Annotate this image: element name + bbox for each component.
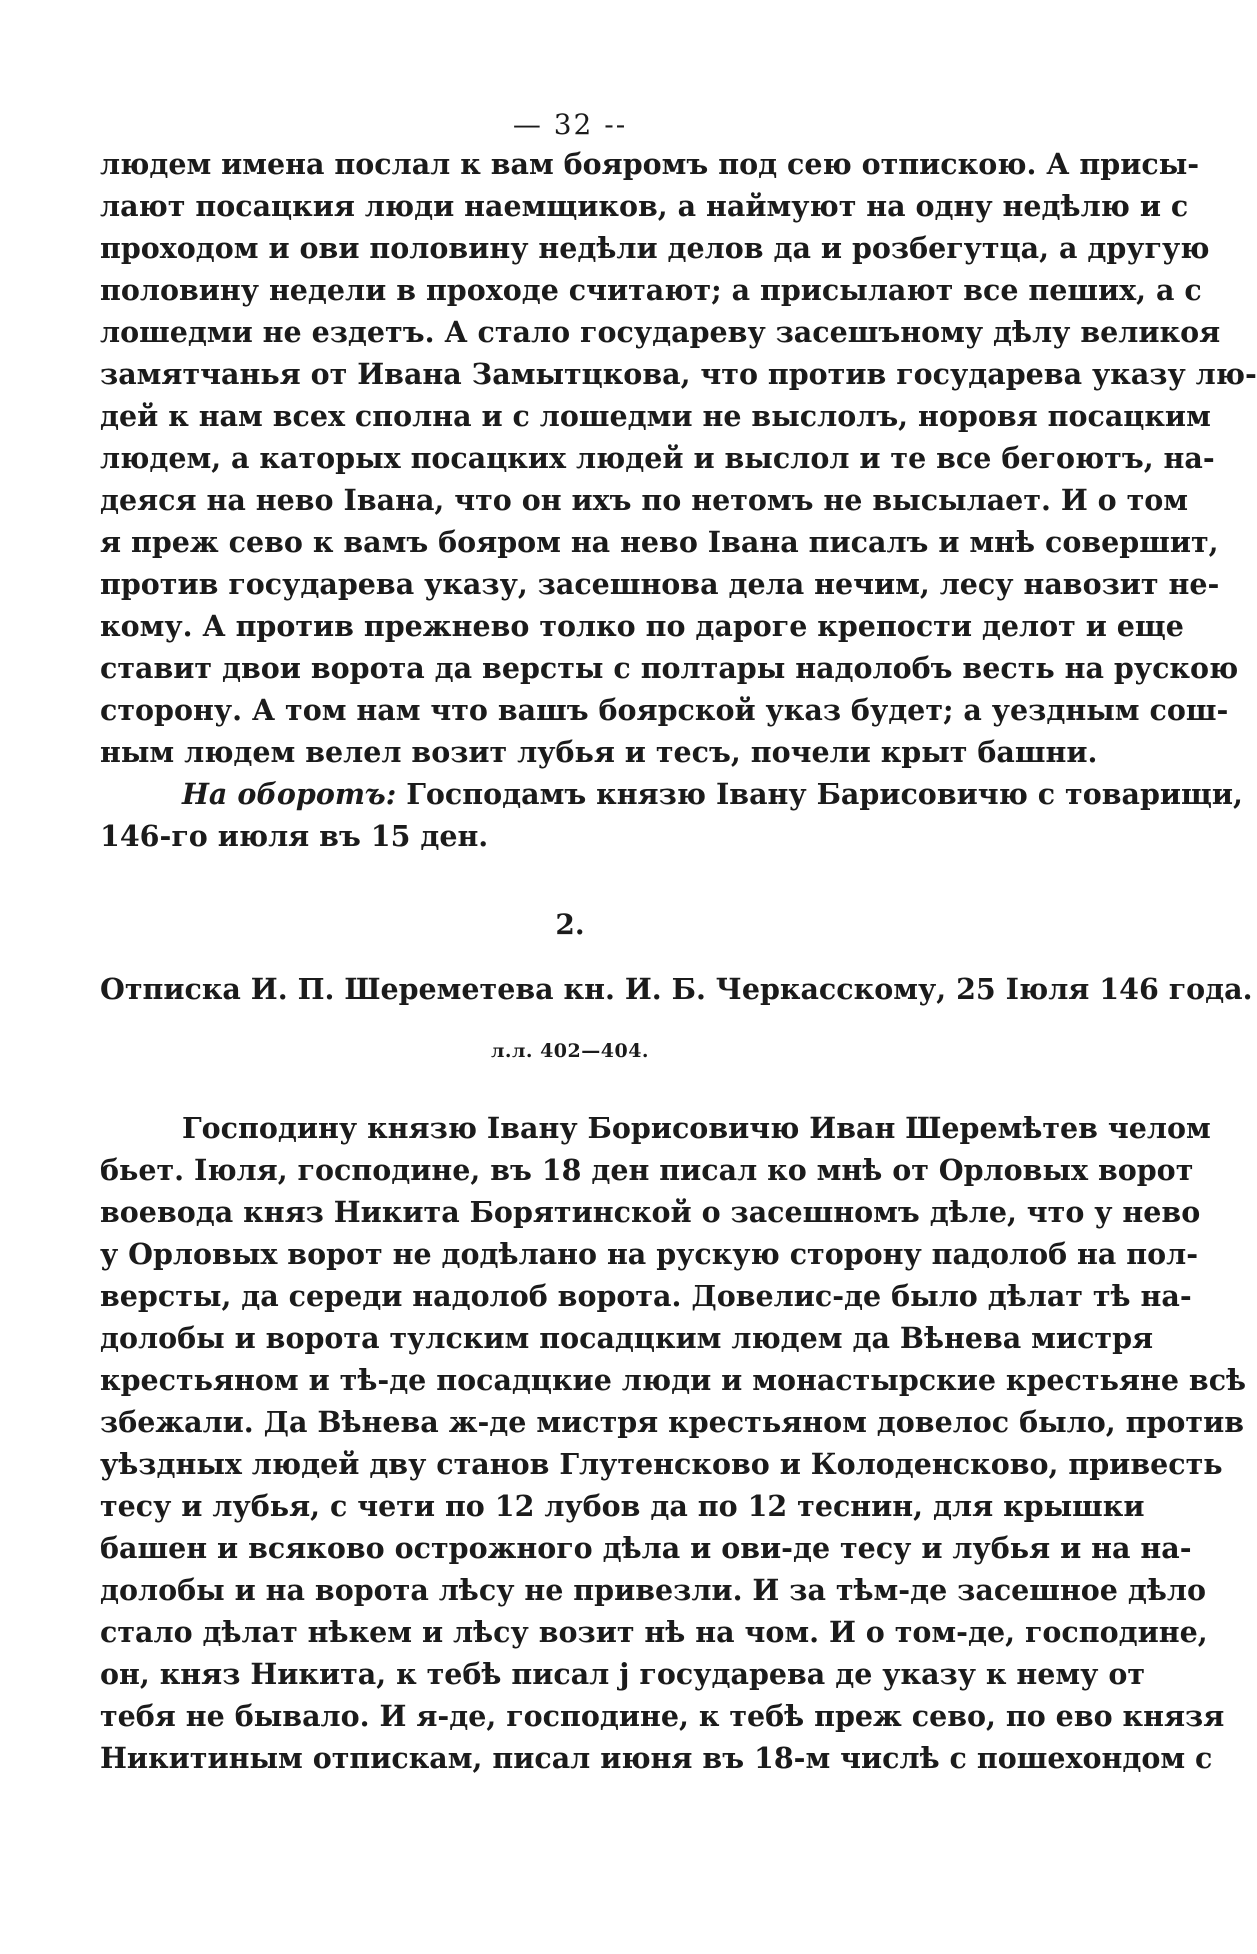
text-line: людем, а каторых посацких людей и выслол и те все бегоютъ, на- [100, 441, 1215, 475]
text-line: лают посацкия люди наемщиков, а наймуют на одну недѣлю и с [100, 189, 1189, 223]
text-line: Господину князю Івану Борисовичю Иван Шеремѣтев челом [182, 1111, 1211, 1145]
text-line: людем имена послал к вам бояромъ под сею отпискою. А присы- [100, 147, 1200, 181]
text-line: замятчанья от Ивана Замытцкова, что против государева указу лю- [100, 357, 1257, 391]
text-line: Никитиным отпискам, писал июня въ 18-м числѣ с пошехондом с [100, 1741, 1213, 1775]
section-2-text [100, 1107, 1247, 1779]
reverse-note [100, 773, 1243, 815]
reverse-label: На оборотъ: [182, 777, 397, 811]
text-line: он, княз Никита, к тебѣ писал ј государева де указу к нему от [100, 1657, 1145, 1691]
text-line: бьет. Іюля, господине, въ 18 ден писал ко мнѣ от Орловых ворот [100, 1153, 1194, 1187]
text-line: стало дѣлат нѣкем и лѣсу возит нѣ на чом. И о том-де, господине, [100, 1615, 1208, 1649]
text-line: башен и всяково острожного дѣла и ови-де тесу и лубья и на на- [100, 1531, 1192, 1565]
text-line: против государева указу, засешнова дела нечим, лесу навозит не- [100, 567, 1220, 601]
text-line: крестьяном и тѣ-де посадцкие люди и монастырские крестьяне всѣ [100, 1363, 1247, 1397]
text-line: долобы и на ворота лѣсу не привезли. И за тѣм-де засешное дѣло [100, 1573, 1207, 1607]
text-line: дей к нам всех сполна и с лошедми не выслолъ, норовя посацким [100, 399, 1211, 433]
document-heading: Отписка И. П. Шереметева кн. И. Б. Черкасскому, 25 Іюля 146 года. [100, 972, 1253, 1006]
text-line: кому. А против прежнево толко по дароге крепости делот и еще [100, 609, 1184, 643]
text-line: збежали. Да Вѣнева ж-де мистря крестьяном довелос было, против [100, 1405, 1245, 1439]
text-line: ставит двои ворота да версты с полтары надолобъ весть на рускою [100, 651, 1239, 685]
text-line: тесу и лубья, с чети по 12 лубов да по 12 теснин, для крышки [100, 1489, 1145, 1523]
text-line: у Орловых ворот не додѣлано на рускую сторону падолоб на пол- [100, 1237, 1199, 1271]
text-line: лошедми не ездетъ. А стало государеву засешъному дѣлу великоя [100, 315, 1221, 349]
reverse-text: Господамъ князю Івану Барисовичю с товарищи, [406, 777, 1243, 811]
page-number: — 32 -- [512, 108, 628, 141]
text-line: я преж сево к вамъ бояром на нево Івана писалъ и мнѣ совершит, [100, 525, 1219, 559]
text-line: версты, да середи надолоб ворота. Довелис-де было дѣлат тѣ на- [100, 1279, 1192, 1313]
text-line: сторону. А том нам что вашъ боярской указ будет; а уездным сош- [100, 693, 1229, 727]
text-line: воевода княз Никита Борятинской о засешномъ дѣле, что у нево [100, 1195, 1201, 1229]
text-line: уѣздных людей дву станов Глутенсково и Колоденсково, привесть [100, 1447, 1223, 1481]
section-1-text [100, 143, 1257, 857]
text-line: ным людем велел возит лубья и тесъ, почели крыт башни. [100, 735, 1098, 769]
text-line: проходом и ови половину недѣли делов да и розбегутца, а другую [100, 231, 1210, 265]
folio-reference: л.л. 402—404. [490, 1040, 650, 1062]
document-number: 2. [555, 908, 585, 941]
text-line: деяся на нево Івана, что он ихъ по нетомъ не высылает. И о том [100, 483, 1189, 517]
date-line: 146-го июля въ 15 ден. [100, 819, 489, 853]
text-line: долобы и ворота тулским посадцким людем да Вѣнева мистря [100, 1321, 1154, 1355]
text-line: половину недели в проходе считают; а присылают все пеших, а с [100, 273, 1202, 307]
text-line: тебя не бывало. И я-де, господине, к тебѣ преж сево, по ево князя [100, 1699, 1225, 1733]
